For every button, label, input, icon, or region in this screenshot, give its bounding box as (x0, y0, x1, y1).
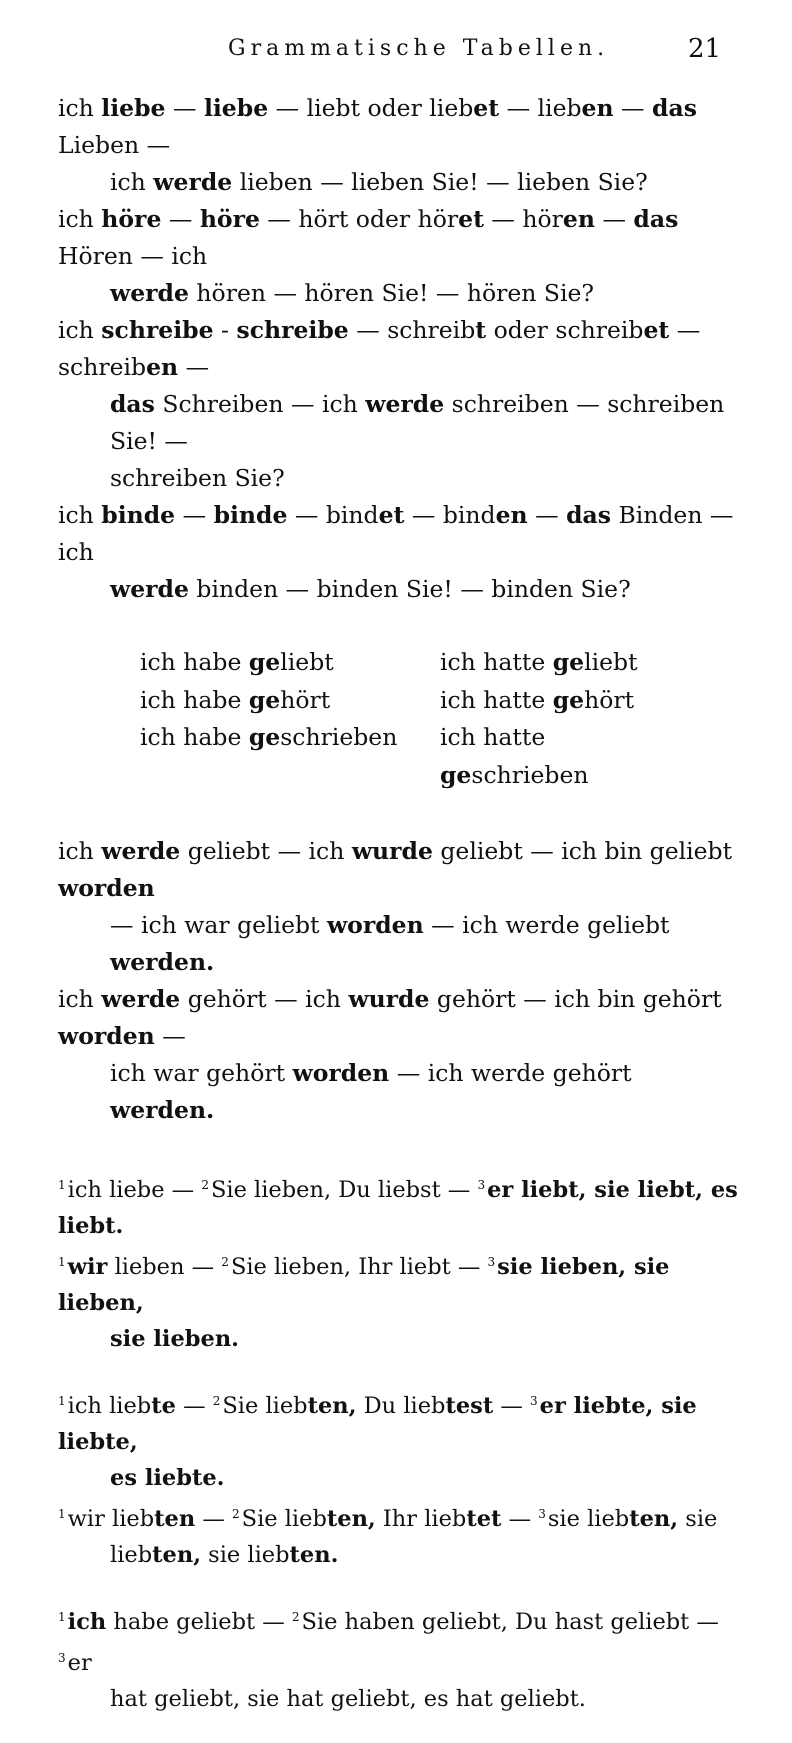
emphasis-text: en (146, 353, 179, 381)
text-run: lieb (110, 1542, 153, 1568)
text-run: Sie lieben, Du liebst — (210, 1177, 478, 1203)
emphasis-text: test (445, 1393, 494, 1419)
emphasis-text: liebe (101, 94, 166, 122)
text-run: habe geliebt — (106, 1609, 292, 1635)
text-run: ich hatte (440, 723, 546, 751)
emphasis-text: ich (67, 1609, 107, 1635)
emphasis-text: binde (101, 501, 176, 529)
emphasis-text: werde (101, 985, 181, 1013)
text-line (58, 1321, 738, 1357)
footnote-marker: 3 (477, 1178, 486, 1192)
text-run: Sie lieb (241, 1506, 327, 1532)
emphasis-text: en (581, 94, 614, 122)
text-run: — (501, 1506, 539, 1532)
footnote-marker: 2 (201, 1178, 209, 1192)
footnote-marker: 2 (291, 1610, 300, 1624)
page-number: 21 (688, 34, 722, 64)
conjugation-section (58, 90, 738, 608)
text-line (58, 1244, 738, 1321)
text-run: — hört oder hör (259, 205, 459, 233)
emphasis-text: schreibe (236, 316, 349, 344)
emphasis-text: er liebt, sie liebt, es liebt. (58, 1177, 738, 1239)
table-cell-pluperfect (440, 644, 700, 682)
text-line (58, 1383, 738, 1460)
emphasis-text: worden (326, 911, 424, 939)
text-line (58, 1055, 738, 1129)
text-run: — (195, 1506, 233, 1532)
emphasis-text: werde (365, 390, 445, 418)
emphasis-text: tet (466, 1506, 502, 1532)
emphasis-text: et (378, 501, 405, 529)
footnote-marker: 1 (58, 1255, 66, 1269)
footnote-marker: 3 (58, 1651, 66, 1665)
passive-section (58, 833, 738, 1129)
text-run: binden — binden Sie! — binden Sie? (188, 575, 631, 603)
text-run: — ich werde geliebt (423, 911, 670, 939)
footnote-marker: 1 (58, 1394, 66, 1408)
text-run: — (594, 205, 634, 233)
emphasis-text: schreibe (101, 316, 214, 344)
emphasis-text: werde (110, 575, 189, 603)
text-run: ich (58, 501, 102, 529)
text-run: ich liebe — (67, 1177, 202, 1203)
passive-entry (58, 833, 738, 981)
table-cell-perfect (140, 682, 440, 720)
text-line (58, 201, 738, 275)
text-run: Hören — ich (58, 242, 208, 270)
table-cell-pluperfect (440, 719, 700, 794)
text-run: hören — hören Sie! — hören Sie? (188, 279, 595, 307)
text-run: Sie lieben, Ihr liebt — (230, 1254, 488, 1280)
text-run: ich war gehört (110, 1059, 293, 1087)
footnote-group (58, 1599, 738, 1717)
emphasis-text: ten, (307, 1393, 357, 1419)
text-run: ich (58, 837, 102, 865)
text-run: ich lieb (67, 1393, 152, 1419)
emphasis-text: ge (440, 760, 472, 789)
text-line (58, 981, 738, 1055)
text-line (58, 1537, 738, 1573)
footnote-group (58, 1383, 738, 1573)
text-run: — lieb (499, 94, 582, 122)
emphasis-text: ge (248, 648, 281, 676)
text-run: ich hatte (440, 648, 553, 676)
emphasis-text: sie lieben. (110, 1326, 240, 1352)
emphasis-text: wir (67, 1254, 108, 1280)
footnote-entry (58, 1599, 738, 1717)
text-run: hat geliebt, sie hat geliebt, es hat geliebt. (110, 1686, 586, 1712)
text-line (58, 386, 738, 460)
text-run: ich (58, 205, 102, 233)
running-title: Grammatische Tabellen. (228, 36, 610, 61)
text-line (58, 571, 738, 608)
text-run: schrieben (471, 760, 589, 789)
text-run: — ich war geliebt (110, 911, 327, 939)
text-run: sie (678, 1506, 718, 1532)
footnote-marker: 1 (58, 1178, 66, 1192)
footnote-entry (58, 1167, 738, 1244)
text-run: — (178, 353, 210, 381)
emphasis-text: en (562, 205, 595, 233)
text-run: ich (58, 985, 102, 1013)
text-run: schreiben — schreiben Sie! — (110, 390, 725, 455)
text-line (58, 907, 738, 981)
emphasis-text: werde (101, 837, 181, 865)
emphasis-text: ten (154, 1506, 196, 1532)
emphasis-text: ten, (326, 1506, 376, 1532)
emphasis-text: werden. (110, 1096, 215, 1124)
text-run: — (165, 94, 204, 122)
text-line (58, 460, 738, 497)
table-cell-perfect (140, 644, 440, 682)
emphasis-text: wurde (351, 837, 433, 865)
text-run: — (613, 94, 653, 122)
footnote-marker: 3 (530, 1394, 538, 1408)
emphasis-text: ten, (152, 1542, 202, 1568)
text-run: Schreiben — ich (154, 390, 366, 418)
emphasis-text: ge (552, 648, 585, 676)
emphasis-text: worden (292, 1059, 390, 1087)
conjugation-entry (58, 201, 738, 312)
text-run: oder schreib (486, 316, 644, 344)
footnote-entry (58, 1383, 738, 1496)
text-line (58, 1496, 738, 1537)
text-run: gehört — ich bin gehört (429, 985, 722, 1013)
text-run: schrieben (280, 723, 398, 751)
text-line (58, 1460, 738, 1496)
emphasis-text: das (633, 205, 679, 233)
text-run: Du lieb (356, 1393, 446, 1419)
emphasis-text: werde (110, 279, 189, 307)
emphasis-text: ge (552, 685, 585, 714)
text-line (58, 833, 738, 907)
text-run: sie lieb (547, 1506, 630, 1532)
text-run: — ich werde gehört (389, 1059, 632, 1087)
text-run: liebt (584, 648, 638, 676)
text-run: gehört — ich (180, 985, 349, 1013)
text-run: — hör (483, 205, 563, 233)
text-run: hört (280, 685, 331, 714)
emphasis-text: sie lieben, sie lieben, (58, 1254, 670, 1316)
text-run: — bind (287, 501, 379, 529)
emphasis-text: höre (101, 205, 162, 233)
text-line (58, 497, 738, 571)
text-run: — (175, 1393, 213, 1419)
text-run: schreiben Sie? (110, 464, 285, 492)
emphasis-text: binde (213, 501, 288, 529)
text-run: ich habe (140, 648, 249, 676)
emphasis-text: es liebte. (110, 1465, 225, 1491)
text-line (58, 312, 738, 386)
text-run: — liebt oder lieb (268, 94, 474, 122)
text-run: Lieben — (58, 131, 171, 159)
text-run: lieben — (107, 1254, 222, 1280)
emphasis-text: et (473, 94, 500, 122)
emphasis-text: ten. (289, 1542, 339, 1568)
emphasis-text: werde (153, 168, 233, 196)
emphasis-text: das (566, 501, 611, 529)
text-run: — (161, 205, 200, 233)
conjugation-entry (58, 497, 738, 608)
footnote-marker: 2 (232, 1507, 240, 1521)
emphasis-text: te (151, 1393, 176, 1419)
emphasis-text: en (495, 501, 528, 529)
text-line (58, 90, 738, 164)
footnote-marker: 1 (58, 1610, 66, 1624)
text-run: — (154, 1022, 186, 1050)
text-run: — (175, 501, 214, 529)
page-content (58, 90, 738, 1743)
text-line (58, 164, 738, 201)
footnote-marker: 3 (538, 1507, 546, 1521)
text-run: liebt (280, 648, 334, 676)
text-run: — schreib (348, 316, 476, 344)
emphasis-text: werden. (110, 948, 215, 976)
text-run: - (213, 316, 237, 344)
text-run: — schreib (58, 316, 701, 381)
text-run: geliebt — ich (180, 837, 352, 865)
footnotes-section (58, 1167, 738, 1717)
text-run: lieben — lieben Sie! — lieben Sie? (232, 168, 648, 196)
text-run: Sie haben geliebt, Du hast geliebt — (301, 1609, 719, 1635)
perfect-tense-table (140, 644, 700, 794)
text-run: sie lieb (201, 1542, 290, 1568)
text-run: hört (584, 685, 635, 714)
emphasis-text: er liebte, sie liebte, (58, 1393, 697, 1455)
emphasis-text: ge (248, 685, 281, 714)
emphasis-text: worden (58, 874, 155, 902)
emphasis-text: ge (248, 723, 281, 751)
text-run: Ihr lieb (375, 1506, 467, 1532)
text-line (58, 275, 738, 312)
footnote-entry (58, 1244, 738, 1357)
emphasis-text: et (643, 316, 670, 344)
text-run: Sie lieb (222, 1393, 308, 1419)
emphasis-text: das (110, 390, 155, 418)
passive-entry (58, 981, 738, 1129)
conjugation-entry (58, 312, 738, 497)
emphasis-text: das (652, 94, 697, 122)
footnote-entry (58, 1496, 738, 1573)
emphasis-text: liebe (203, 94, 269, 122)
emphasis-text: ten, (629, 1506, 679, 1532)
footnote-marker: 2 (221, 1255, 229, 1269)
text-run: er (67, 1650, 92, 1676)
conjugation-entry (58, 90, 738, 201)
emphasis-text: worden (58, 1022, 155, 1050)
text-run: ich habe (140, 723, 249, 751)
table-cell-pluperfect (440, 682, 700, 720)
emphasis-text: höre (199, 205, 260, 233)
text-run: Binden — ich (58, 501, 734, 566)
text-line (58, 1167, 738, 1244)
emphasis-text: t (475, 316, 487, 344)
text-run: ich hatte (440, 685, 553, 714)
text-run: ich (58, 94, 102, 122)
text-run: ich (58, 316, 102, 344)
text-run: — bind (404, 501, 496, 529)
footnote-marker: 3 (487, 1255, 496, 1269)
page-header (0, 30, 792, 70)
text-run: wir lieb (67, 1506, 155, 1532)
footnote-marker: 2 (212, 1394, 221, 1408)
text-run: — (493, 1393, 531, 1419)
text-run: ich (110, 168, 154, 196)
text-run: — (527, 501, 567, 529)
table-cell-perfect (140, 719, 440, 794)
text-line (58, 1681, 738, 1717)
text-run: geliebt — ich bin geliebt (432, 837, 733, 865)
text-line (58, 1599, 738, 1681)
footnote-marker: 1 (58, 1507, 66, 1521)
footnote-group (58, 1167, 738, 1357)
emphasis-text: wurde (348, 985, 430, 1013)
emphasis-text: et (458, 205, 484, 233)
text-run: ich habe (140, 685, 249, 714)
